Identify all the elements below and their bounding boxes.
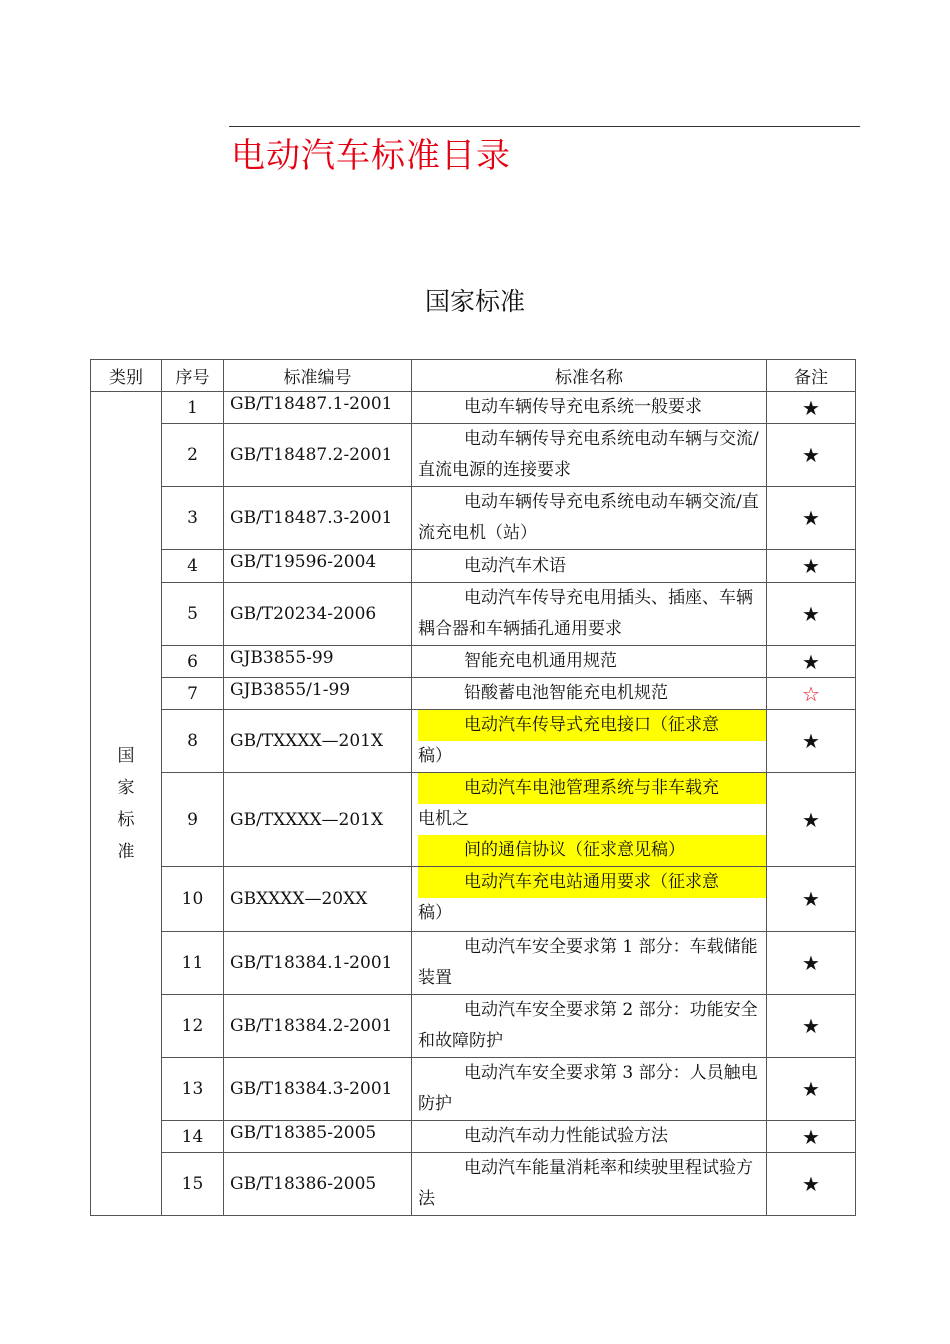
row-number: 10 [162,867,224,932]
table-row [91,550,856,583]
standard-name-highlighted: 电动汽车传导式充电接口（征求意 [418,710,766,741]
row-number: 2 [162,424,224,487]
note-star: ★ [767,550,856,583]
table-row [91,773,856,867]
row-number: 13 [162,1058,224,1121]
standard-name-highlighted: 电动汽车充电站通用要求（征求意 [418,867,766,898]
header-name: 标准名称 [412,360,767,392]
row-number: 1 [162,392,224,424]
note-star: ★ [767,424,856,487]
table-row [91,1058,856,1121]
table-row [91,867,856,932]
row-number: 4 [162,550,224,583]
standard-name: 电动汽车能量消耗率和续驶里程试验方法 [418,1158,753,1209]
document-title: 电动汽车标准目录 [231,136,511,176]
note-star: ★ [767,710,856,773]
row-number: 15 [162,1153,224,1216]
note-star: ★ [767,646,856,678]
table-row [91,487,856,550]
table-row [91,646,856,678]
standard-code: GB/T20234-2006 [224,583,412,646]
standard-name: 铅酸蓄电池智能充电机规范 [464,683,668,703]
standard-name: 电动汽车安全要求第 1 部分：车载储能装置 [418,937,758,988]
header-code: 标准编号 [224,360,412,392]
standard-code: GB/T18384.2-2001 [224,995,412,1058]
standard-code: GB/T18487.1-2001 [224,392,412,424]
row-number: 7 [162,678,224,710]
standard-code: GB/T18384.1-2001 [224,932,412,995]
table-header-row [91,360,856,392]
standard-code: GB/TXXXX—201X [224,773,412,867]
standard-code: GB/T18386-2005 [224,1153,412,1216]
table-row [91,1153,856,1216]
standard-code: GB/T18487.3-2001 [224,487,412,550]
standard-code: GB/T18384.3-2001 [224,1058,412,1121]
note-star: ★ [767,867,856,932]
row-number: 3 [162,487,224,550]
table-row [91,392,856,424]
row-number: 8 [162,710,224,773]
standard-name: 电动汽车传导充电用插头、插座、车辆耦合器和车辆插孔通用要求 [418,588,753,639]
table-row [91,995,856,1058]
standard-name: 电动汽车安全要求第 2 部分：功能安全和故障防护 [418,1000,758,1051]
note-star: ★ [767,995,856,1058]
table-row [91,1121,856,1153]
header-note: 备注 [767,360,856,392]
table-row [91,424,856,487]
section-title: 国家标准 [424,287,525,316]
table-row [91,932,856,995]
standard-name: 电动车辆传导充电系统一般要求 [464,397,702,417]
note-star: ★ [767,1058,856,1121]
standard-code: GB/T18385-2005 [224,1121,412,1153]
standard-code: GB/T18487.2-2001 [224,424,412,487]
category-cell: 国 家 标 准 [91,392,162,1216]
row-number: 9 [162,773,224,867]
note-outline-star: ☆ [767,678,856,710]
standard-name: 电动汽车术语 [464,555,566,576]
standard-name-continued: 电机之 [418,809,469,829]
note-star: ★ [767,1153,856,1216]
standard-name-highlighted: 电动汽车电池管理系统与非车载充 [418,773,766,804]
table-row [91,583,856,646]
standard-code: GB/T19596-2004 [224,550,412,583]
standards-table [90,359,856,1216]
note-star: ★ [767,932,856,995]
standard-code: GBXXXX—20XX [224,867,412,932]
standard-name: 电动车辆传导充电系统电动车辆交流/直流充电机（站） [418,492,759,543]
row-number: 6 [162,646,224,678]
row-number: 12 [162,995,224,1058]
note-star: ★ [767,392,856,424]
standard-code: GB/TXXXX—201X [224,710,412,773]
note-star: ★ [767,487,856,550]
standard-name: 电动汽车动力性能试验方法 [464,1126,668,1146]
note-star: ★ [767,1121,856,1153]
standard-code: GJB3855-99 [224,646,412,678]
standard-name-continued: 稿） [418,903,452,923]
standard-name: 电动车辆传导充电系统电动车辆与交流/直流电源的连接要求 [418,429,759,480]
header-category: 类别 [91,360,162,392]
table-row [91,678,856,710]
header-rule [229,126,860,127]
row-number: 14 [162,1121,224,1153]
standard-name: 电动汽车安全要求第 3 部分：人员触电防护 [418,1063,758,1114]
row-number: 5 [162,583,224,646]
standard-name: 智能充电机通用规范 [464,651,617,671]
standard-name-continued: 稿） [418,746,452,766]
standard-name-highlighted: 间的通信协议（征求意见稿） [418,835,766,866]
standard-code: GJB3855/1-99 [224,678,412,710]
note-star: ★ [767,583,856,646]
note-star: ★ [767,773,856,867]
row-number: 11 [162,932,224,995]
table-row [91,710,856,773]
header-number: 序号 [162,360,224,392]
